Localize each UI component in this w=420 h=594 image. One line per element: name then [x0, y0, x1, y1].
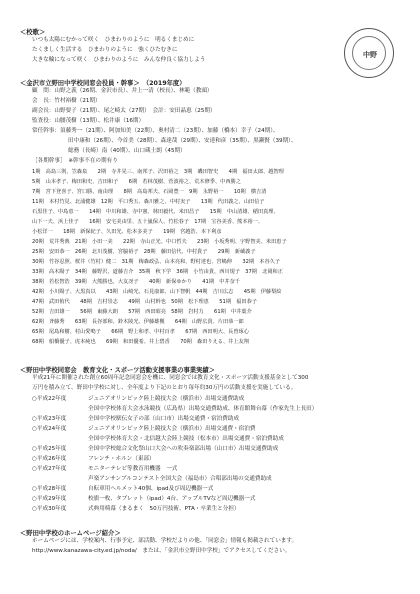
support-intro-2: 万円を積み立て、野田中学校に対し、全年度より下記のとおり毎年約30万円の活動支援を実施している。: [32, 385, 297, 391]
support-item-text-10: 自転車用ヘルメット40個、ipad及び周辺機器一式: [88, 486, 214, 492]
officers-row-6: 田中康和（26期）、今首美（28期）、森達哉（29期）、安達和彦（35期）、黒瀬賢（39期）、: [68, 138, 297, 144]
roster-row-5: 石黒佳子、中島恵一 14期 中川和雄、寺中憲、林田毅代、米田昌子 15期 中山清雄、稲田真理、: [32, 209, 279, 215]
roster-row-15: 52期 吉田雄一 56期 東藤大朗 57期 西田昭亮 58期 岩村力 61期 中井葉介: [32, 309, 252, 315]
roster-row-1: 1期 高島三則、笠森泉 2期 寺井晃三、南邦子、沢田裕之 3期 磯田智史 4期 福田太郎、越智理: [32, 169, 284, 175]
school-seal-text: 中野: [363, 51, 377, 59]
officers-row-7: 総務（長崎）南（40期）、山口蔵士朗（45期）: [68, 148, 186, 154]
school-song-line-3: 大きな輪になって咲く ひまわりのように みんな仲良く協力しよう: [32, 57, 206, 63]
support-item-marker-4: ○平成24年度: [32, 426, 67, 432]
roster-row-16: 62期 斉藤秀 63期 長谷部和、鈴木陵光、伊藤雄槻 64期 山野広貴、片田恭一郎: [32, 319, 244, 325]
support-item-text-6: 全国中学校総合文化祭山口大会への吹奏楽部出場（山口市）出場交通費助成: [88, 446, 279, 452]
support-item-marker-1: ○平成22年度: [32, 396, 67, 402]
support-item-marker-12: ○平成30年度: [32, 506, 67, 512]
roster-row-4: 11期 本村竹見、北浦健雄 12期 平口秀五、森川雅之、中村実子 13期 代田義之、山田信子: [32, 199, 265, 205]
support-item-marker-8: ○平成27年度: [32, 466, 67, 472]
support-item-marker-11: ○平成29年度: [32, 496, 67, 502]
roster-row-6: 山下一夫、浜上佳子 16期 安宅美由里、五十嵐保人、竹松春子 17期 宝谷美香、熊本裕一、: [32, 219, 264, 225]
school-song-line-1: いつも太陽にむかって咲く ひまわりのように 明るくまじめに: [32, 37, 195, 43]
support-item-text-2: 全国中学校体育大会水泳競技（広島県）出場交通費助成、体育館舞台幕（作家先生上長田）: [88, 406, 318, 412]
roster-row-8: 20期 荒井秀典 21期 小田一美 22期 寺山正光、中口哲夫 23期 小坂秀明、宇野智美、米田恵子: [32, 239, 287, 245]
officers-row-5: 常任幹事：須藤秀一（21期）、阿加知美（22期）、奥村清二（23期）、加藤（橋本）幸子（24期）、: [32, 128, 279, 134]
roster-row-18: 68期 船橋優子、虎本純也 69期 和田優希、井上碧香 70期 森田りえる、井上友翔: [32, 339, 249, 345]
support-item-text-11: 校旗一枚、タブレット（ipad）4台、アップルTVなど周辺機器一式: [88, 496, 256, 502]
homepage-line-2: http://www.kanazawa-city.ed.jp/noda/ または、「金沢市立野田中学校」でアクセスしてください。: [32, 548, 291, 554]
support-item-text-3: 全国中学校駅伝女子の部（山口市）出場交通費・宿泊費助成: [88, 416, 240, 422]
support-item-text-9: 声楽アンサンブルコンテスト全国大会（福島市）合唱部出場の交通費助成: [88, 476, 272, 482]
school-seal-inner-ring: [352, 36, 386, 70]
support-item-text-12: 式典用椅幕（まるまく 50万円技術、PTA・卒業生と分担）: [88, 506, 240, 512]
roster-row-12: 38期 若松智浩 39期 大熊勝也、大友冴子 40期 新保ゆかり 41期 中井奈千: [32, 279, 240, 285]
support-item-text-8: モニターテレビ等教育用機器 一式: [88, 466, 178, 472]
roster-row-14: 47期 武田侑代 48期 吉村崇志 49期 山村幹也 50期 松下理恵 51期 福田恭子: [32, 299, 257, 305]
officers-row-4: 監査役：山腰茂樹（13期）、松井康（16期）: [32, 118, 145, 124]
support-item-text-4: ジュニアオリンピック陸上競技大会（横浜市）出場交通費・宿泊費: [88, 426, 256, 432]
roster-row-7: 小松洋一 18期 新保紀子、久田光、松本多美子 19期 宮越浩、本下利彦: [32, 229, 222, 235]
roster-row-13: 42期 小川陽子、大黒真以 43期 山崎光、石見康郎、山下智帆 44期 吉川広志 45期 伊藤梨絵: [32, 289, 282, 295]
support-item-text-7: フレンチ・ホルン（東部）: [88, 456, 155, 462]
roster-row-2: 5期 山本孝子、梅田和史、吉田和子 6期 若林茂樹、菅波裕之、荒木修季、中西勝之: [32, 179, 241, 185]
roster-row-17: 65期 尾島和樹、村山愛鳴子 66期 野上和孝、中村百孝 67期 西田明大、長曽琢心: [32, 329, 249, 335]
support-item-marker-3: ○平成23年度: [32, 416, 67, 422]
support-item-marker-6: ○平成25年度: [32, 446, 67, 452]
school-song-line-2: たくましく生活する ひまわりのように 強くひたむきに: [32, 47, 178, 53]
roster-row-10: 30期 竹谷忍照、桜井（竹村）健二 31期 梅森政弘、山本亮和、野村達也、宮嶋伸 32期 本谷久子: [32, 259, 281, 265]
support-title: ＜野田中学校同窓会 教育文化・スポーツ活動支援事業の事業実績＞: [20, 367, 215, 374]
support-intro-1: 平成21年に開催された創立60周年記念同窓会を機に、同窓会では教育文化・スポーツ活動支援基金として300: [32, 375, 309, 381]
school-song-title: ＜校歌＞: [20, 29, 46, 36]
support-item-marker-7: ○平成26年度: [32, 456, 67, 462]
roster-row-9: 25期 安田恭一 26期 北川茂樹、宮脇裕子 28期 藤田信代、中村貴子 29期 新蔵義子: [32, 249, 256, 255]
support-item-text-5: 全国中学校体育大会・北信越大会陸上競技（松本市）出場交通費・宿泊費助成: [88, 436, 284, 442]
roster-row-3: 7期 宮下登喜子、宮口勝、南由理 8期 高島邦夫、石岡豊一 9期 永野裕一 10期 横吉清: [32, 189, 267, 195]
homepage-title: ＜野田中学校のホームページ紹介＞: [20, 530, 121, 537]
officers-title: ＜金沢市立野田中学校同窓会役員・幹事＞ （2019年度）: [20, 80, 186, 87]
school-seal-emblem: [344, 28, 394, 78]
officers-row-2: 会 長：竹村裕樹（21期）: [32, 98, 101, 104]
homepage-line-1: ホームページには、学校案内、行事予定、部活動、学校だよりの他、「同窓会」情報も掲載されています。: [32, 538, 298, 544]
officers-row-1: 顧 問：山野之義（26期、金沢市長）、井上一清（校長）、林範（教頭）: [32, 88, 213, 94]
officers-row-3: 副会長：山野要子（21期）、尾之崎太（27期） 会計：安田晶恵（25期）: [32, 108, 216, 114]
support-item-text-1: ジュニアオリンピック陸上競技大会（横浜市）出場交通費助成: [88, 396, 245, 402]
support-item-marker-10: ○平成28年度: [32, 486, 67, 492]
roster-row-11: 33期 高木陽子 34期 藤野沢、道藤吉介 35期 秋下学 36期 小竹由貴、西川規子 37期 北岡和正: [32, 269, 283, 275]
roster-title: ［各期幹事］ ※幹事不在の期有り: [32, 158, 118, 164]
